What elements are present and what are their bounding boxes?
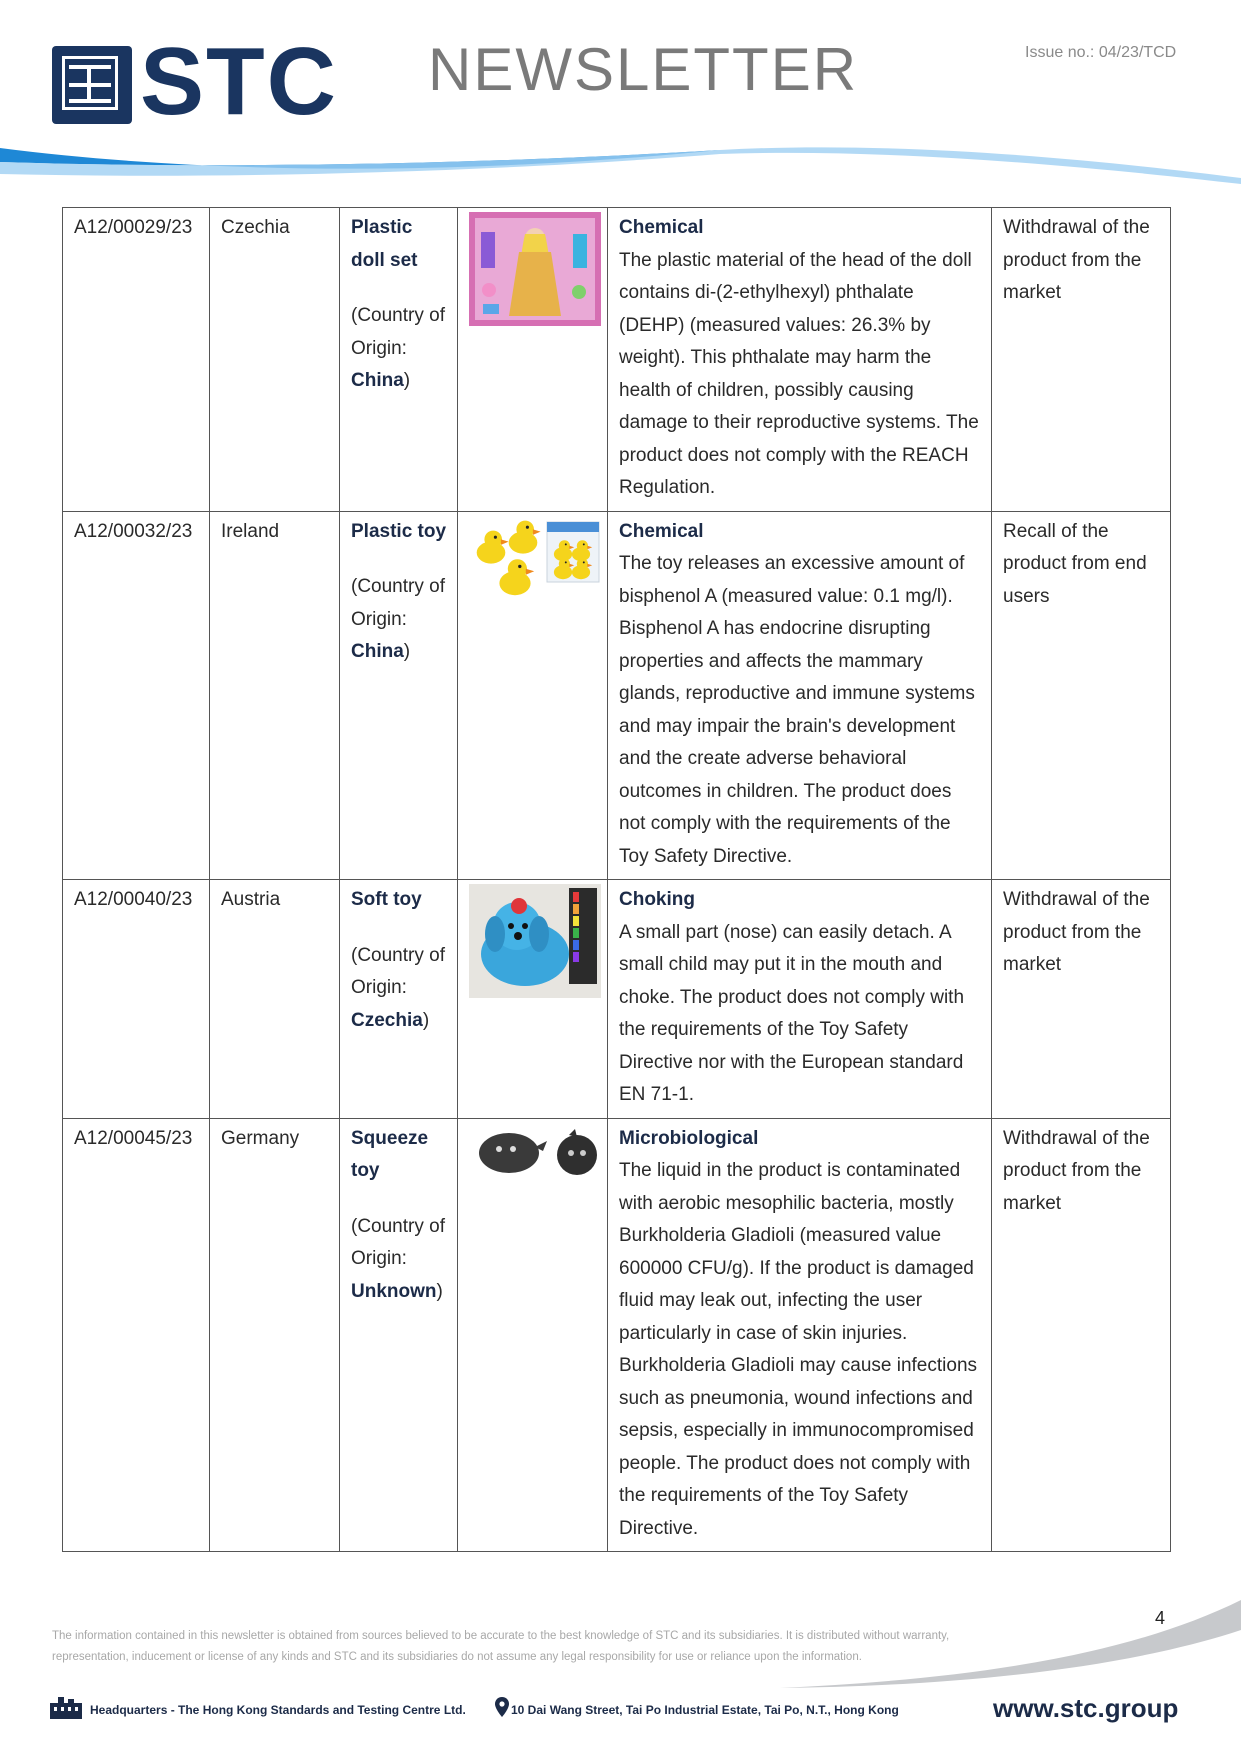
table-row xyxy=(63,880,1171,1119)
hazard-description: The plastic material of the head of the doll contains di-(2-ethylhexyl) phthalate (DEHP) (measured values: 26.3% by weight). This phthalate may harm the health of children, possibly causing damage to their reproductive systems. The product does not comply with the REACH Regulation. xyxy=(619,249,979,498)
hazard-description: A small part (nose) can easily detach. A small child may put it in the mouth and choke. The product does not comply with the requirements of the Toy Safety Directive nor with the European standard EN 71-1. xyxy=(619,921,965,1105)
table-row xyxy=(63,208,1171,512)
product-image-cell xyxy=(458,511,608,880)
product-name: Soft toy xyxy=(351,889,422,910)
table-row xyxy=(63,1118,1171,1552)
product-image-cell xyxy=(458,1118,608,1552)
stc-logo-text: STC xyxy=(140,28,338,135)
measures-taken: Withdrawal of the product from the market xyxy=(992,208,1171,512)
address-text: 10 Dai Wang Street, Tai Po Industrial Estate, Tai Po, N.T., Hong Kong xyxy=(511,1703,899,1717)
origin-value: Unknown) xyxy=(351,1280,443,1302)
hazard-cell xyxy=(608,208,992,512)
disclaimer: The information contained in this newsletter is obtained from sources believed to be accurate to the best knowledge of STC and its subsidiaries. It is distributed without warranty, representation, inducement or license of any kinds and STC and its subsidiaries do not assume any legal responsibility for use or reliance upon the information. xyxy=(52,1630,950,1663)
product-cell xyxy=(340,1118,458,1552)
product-image-cell xyxy=(458,880,608,1119)
reference-number: A12/00032/23 xyxy=(63,511,210,880)
reference-number: A12/00040/23 xyxy=(63,880,210,1119)
page-footer xyxy=(48,1695,1198,1725)
country-of-origin-label: (Country of xyxy=(351,305,445,326)
location-pin-icon xyxy=(495,1697,509,1717)
hazard-cell xyxy=(608,1118,992,1552)
notifying-country: Germany xyxy=(210,1118,340,1552)
building-icon xyxy=(48,1697,84,1719)
origin-label: Origin: xyxy=(351,337,407,359)
notifying-country: Ireland xyxy=(210,511,340,880)
page-number: 4 xyxy=(1155,1608,1166,1628)
origin-label: Origin: xyxy=(351,1248,407,1269)
newsletter-title: NEWSLETTER xyxy=(428,36,859,103)
country-of-origin-label: (Country of xyxy=(351,1215,445,1237)
plush-dog-photo xyxy=(469,884,601,998)
origin-value: Czechia) xyxy=(351,1009,430,1031)
hazard-type: Chemical xyxy=(619,217,704,238)
reference-number: A12/00045/23 xyxy=(63,1118,210,1552)
product-image-cell xyxy=(458,208,608,512)
product-name: Plastic toy xyxy=(351,520,447,542)
product-cell xyxy=(340,511,458,880)
origin-label: Origin: xyxy=(351,977,407,998)
doll-set-photo xyxy=(469,212,601,326)
origin-value: China) xyxy=(351,641,411,662)
page-header xyxy=(0,0,1241,200)
product-cell xyxy=(340,208,458,512)
recall-table xyxy=(62,207,1171,1552)
squeeze-toy-photo xyxy=(469,1123,601,1237)
rubber-ducks-photo xyxy=(469,516,601,630)
hazard-cell xyxy=(608,880,992,1119)
reference-number: A12/00029/23 xyxy=(63,208,210,512)
issue-number: Issue no.: 04/23/TCD xyxy=(1025,44,1177,61)
country-of-origin-label: (Country of xyxy=(351,944,445,966)
measures-taken: Withdrawal of the product from the market xyxy=(992,1118,1171,1552)
notifying-country: Austria xyxy=(210,880,340,1119)
hazard-type: Chemical xyxy=(619,520,704,542)
origin-label: Origin: xyxy=(351,608,407,630)
stc-logo-icon xyxy=(52,46,132,124)
hazard-description: The liquid in the product is contaminated with aerobic mesophilic bacteria, mostly Burkholderia Gladioli (measured value 600000 CFU/g). If the product is damaged fluid may leak out, infecting the user particularly in case of skin injuries. Burkholderia Gladioli may cause infections such as pneumonia, wound infections and sepsis, especially in immunocompromised people. The product does not comply with the requirements of the Toy Safety Directive. xyxy=(619,1160,978,1539)
hazard-type: Choking xyxy=(619,889,695,910)
country-of-origin-label: (Country of xyxy=(351,576,445,597)
hazard-cell xyxy=(608,511,992,880)
table-row xyxy=(63,511,1171,880)
origin-value: China) xyxy=(351,370,411,391)
measures-taken: Withdrawal of the product from the market xyxy=(992,880,1171,1119)
product-name: Plastic doll set xyxy=(351,217,418,271)
website-link[interactable]: www.stc.group xyxy=(993,1693,1179,1723)
product-cell xyxy=(340,880,458,1119)
hazard-description: The toy releases an excessive amount of bisphenol A (measured value: 0.1 mg/l). Bisphenol A has endocrine disrupting properties and affects the mammary glands, reproductive and immune systems and may impair the brain's development and the create adverse behavioral outcomes in children. The product does not comply with the requirements of the Toy Safety Directive. xyxy=(619,553,975,867)
headquarters-text: Headquarters - The Hong Kong Standards and Testing Centre Ltd. xyxy=(90,1703,466,1717)
product-name: Squeeze toy xyxy=(351,1127,429,1181)
measures-taken: Recall of the product from end users xyxy=(992,511,1171,880)
header-swoosh xyxy=(0,140,1241,200)
hazard-type: Microbiological xyxy=(619,1127,759,1149)
notifying-country: Czechia xyxy=(210,208,340,512)
